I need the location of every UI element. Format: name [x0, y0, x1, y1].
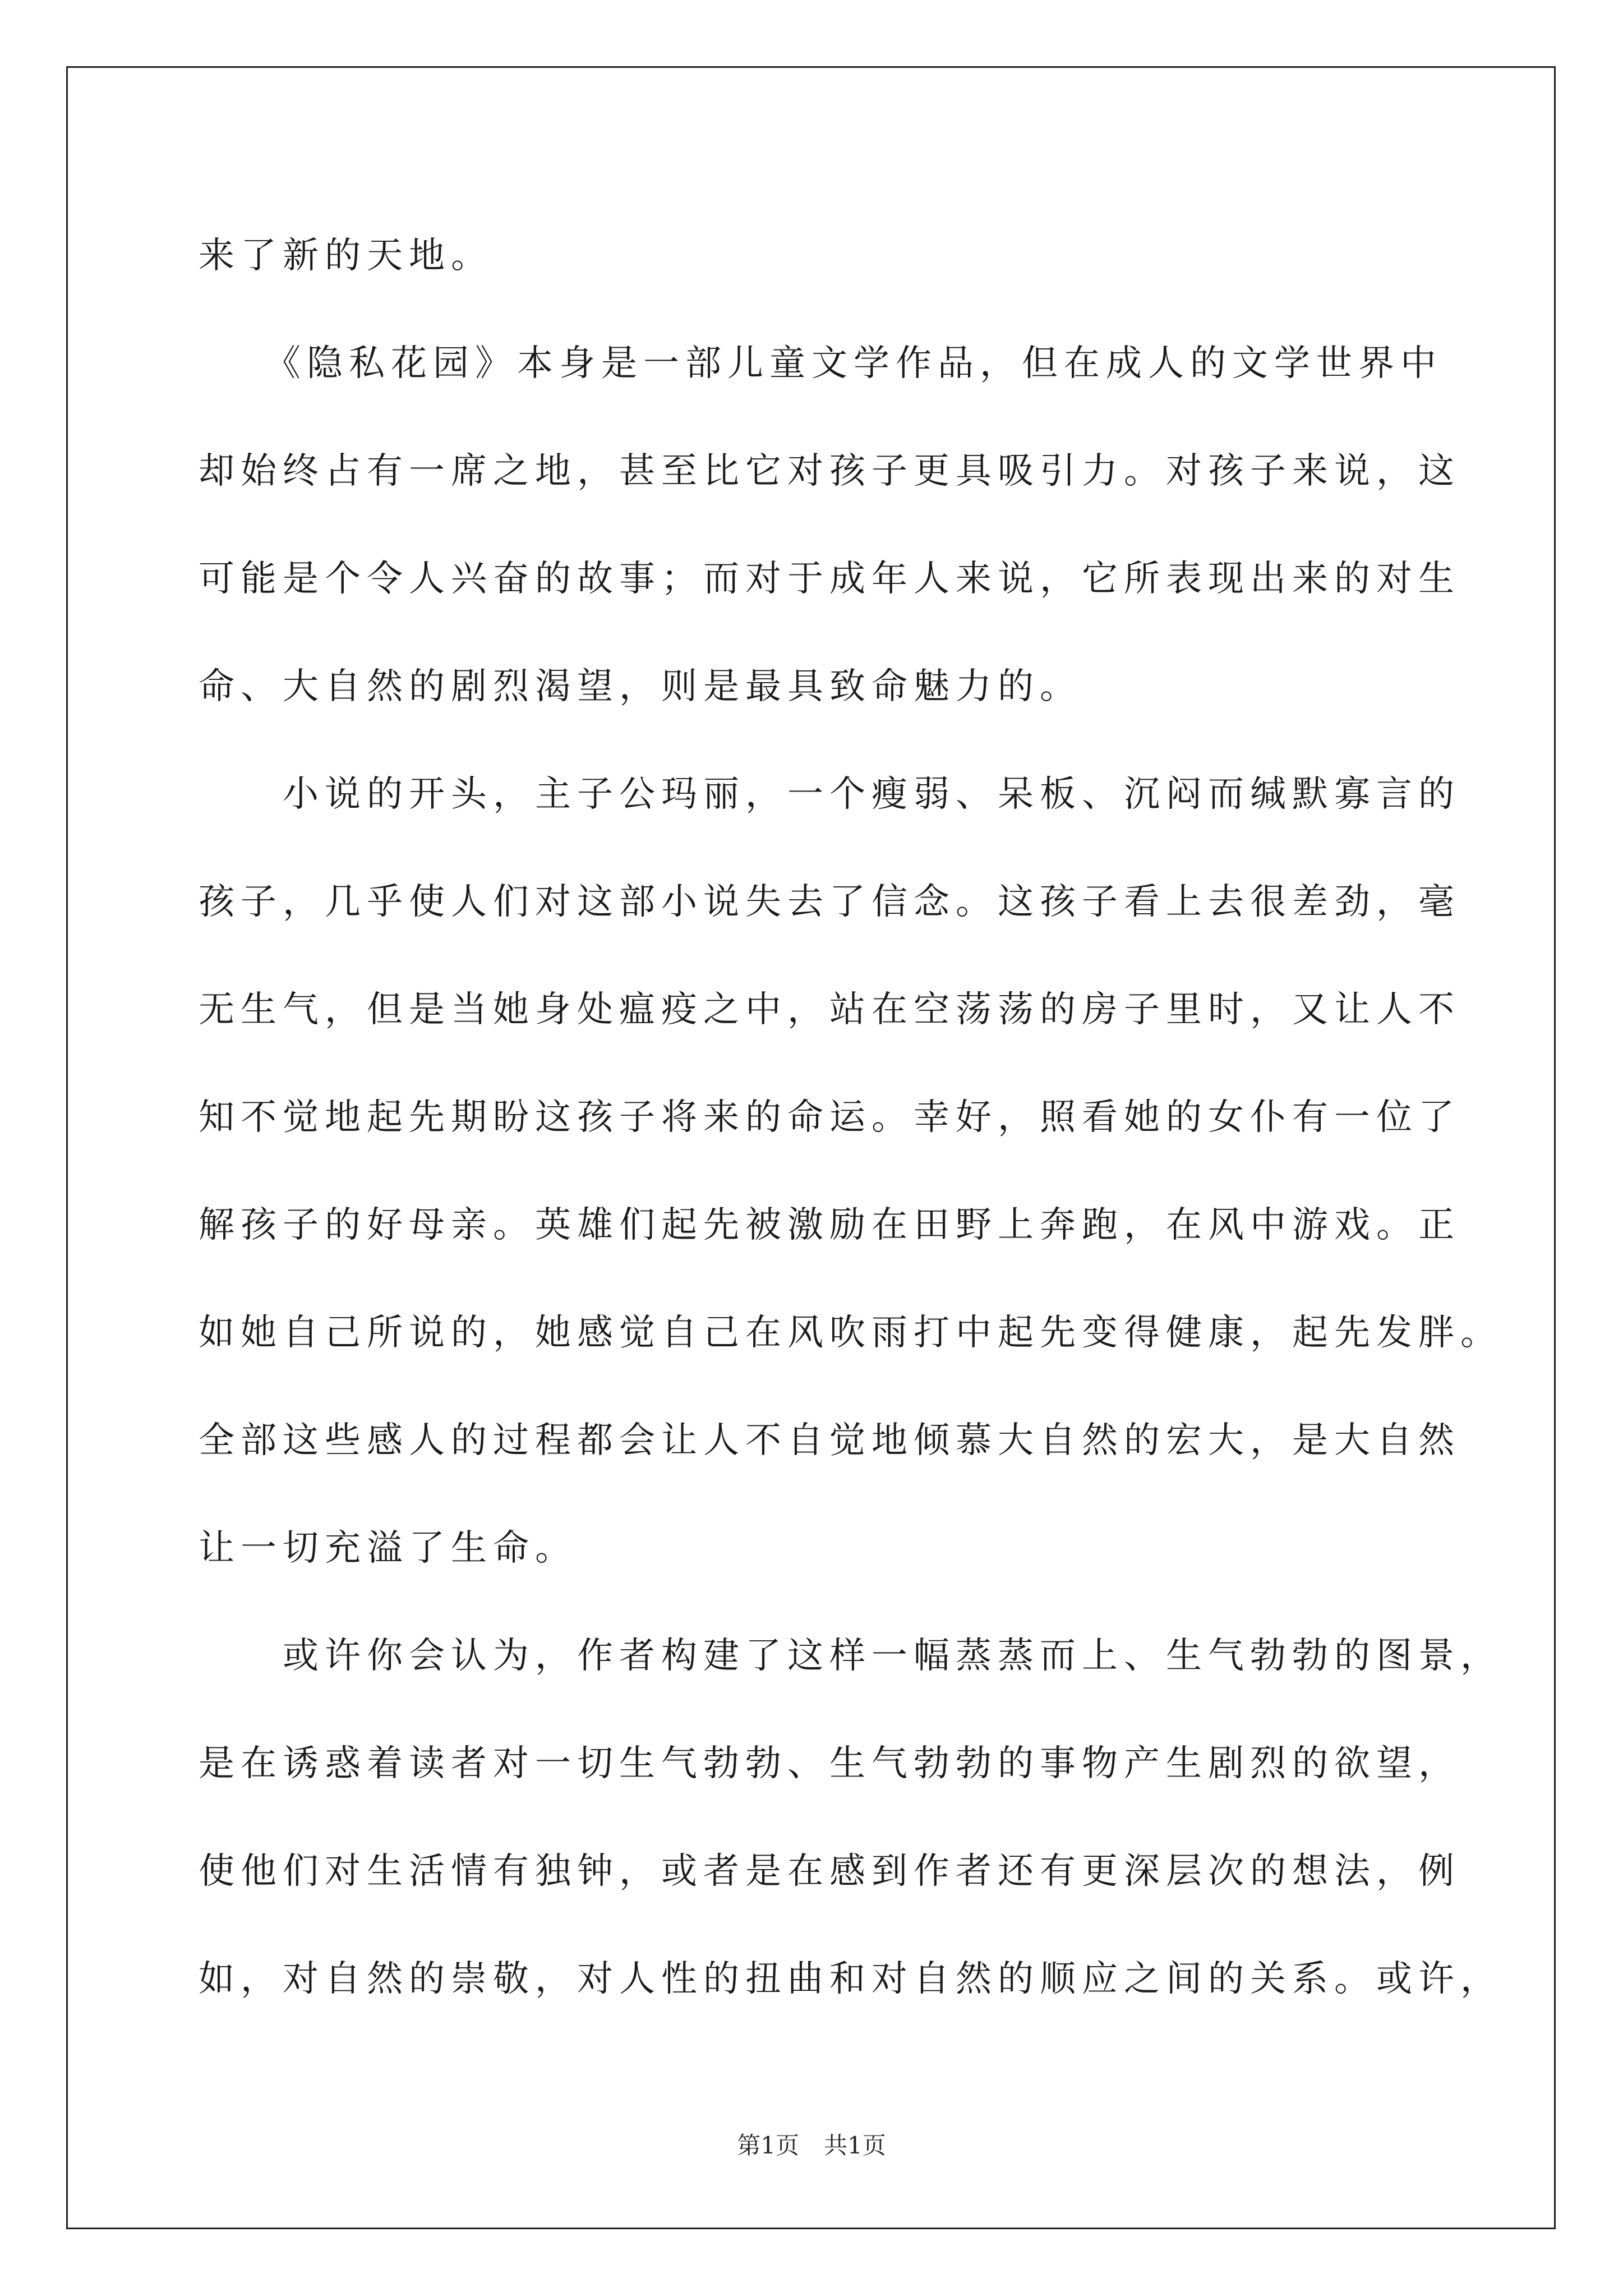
text-line: 是在诱惑着读者对一切生气勃勃、生气勃勃的事物产生剧烈的欲望， — [199, 1743, 1460, 1784]
text-line: 知不觉地起先期盼这孩子将来的命运。幸好，照看她的女仆有一位了 — [199, 1097, 1460, 1138]
text-line: 无生气，但是当她身处瘟疫之中，站在空荡荡的房子里时，又让人不 — [199, 989, 1460, 1030]
text-line: 解孩子的好母亲。英雄们起先被激励在田野上奔跑，在风中游戏。正 — [199, 1204, 1460, 1246]
page-total: 共1页 — [824, 2132, 886, 2159]
text-line: 却始终占有一席之地，甚至比它对孩子更具吸引力。对孩子来说，这 — [199, 450, 1460, 492]
text-line: 《隐私花园》本身是一部儿童文学作品，但在成人的文学世界中 — [199, 343, 1442, 384]
text-line: 来了新的天地。 — [199, 235, 493, 277]
text-line: 如，对自然的崇敬，对人性的扭曲和对自然的顺应之间的关系。或许， — [199, 1958, 1502, 2000]
text-line: 可能是个令人兴奋的故事；而对于成年人来说，它所表现出来的对生 — [199, 558, 1460, 600]
text-line: 孩子，几乎使人们对这部小说失去了信念。这孩子看上去很差劲，毫 — [199, 881, 1460, 923]
text-line: 让一切充溢了生命。 — [199, 1527, 577, 1569]
text-line: 小说的开头，主子公玛丽，一个瘦弱、呆板、沉闷而缄默寡言的 — [199, 774, 1460, 815]
text-line: 使他们对生活情有独钟，或者是在感到作者还有更深层次的想法，例 — [199, 1851, 1460, 1892]
document-body — [199, 202, 1502, 2033]
text-line: 如她自己所说的，她感觉自己在风吹雨打中起先变得健康，起先发胖。 — [199, 1312, 1502, 1354]
text-line: 命、大自然的剧烈渴望，则是最具致命魅力的。 — [199, 666, 1082, 707]
page-number: 第1页 — [737, 2132, 799, 2159]
page-footer — [0, 2127, 1623, 2161]
text-line: 或许你会认为，作者构建了这样一幅蒸蒸而上、生气勃勃的图景， — [199, 1635, 1502, 1677]
text-line: 全部这些感人的过程都会让人不自觉地倾慕大自然的宏大，是大自然 — [199, 1420, 1460, 1461]
